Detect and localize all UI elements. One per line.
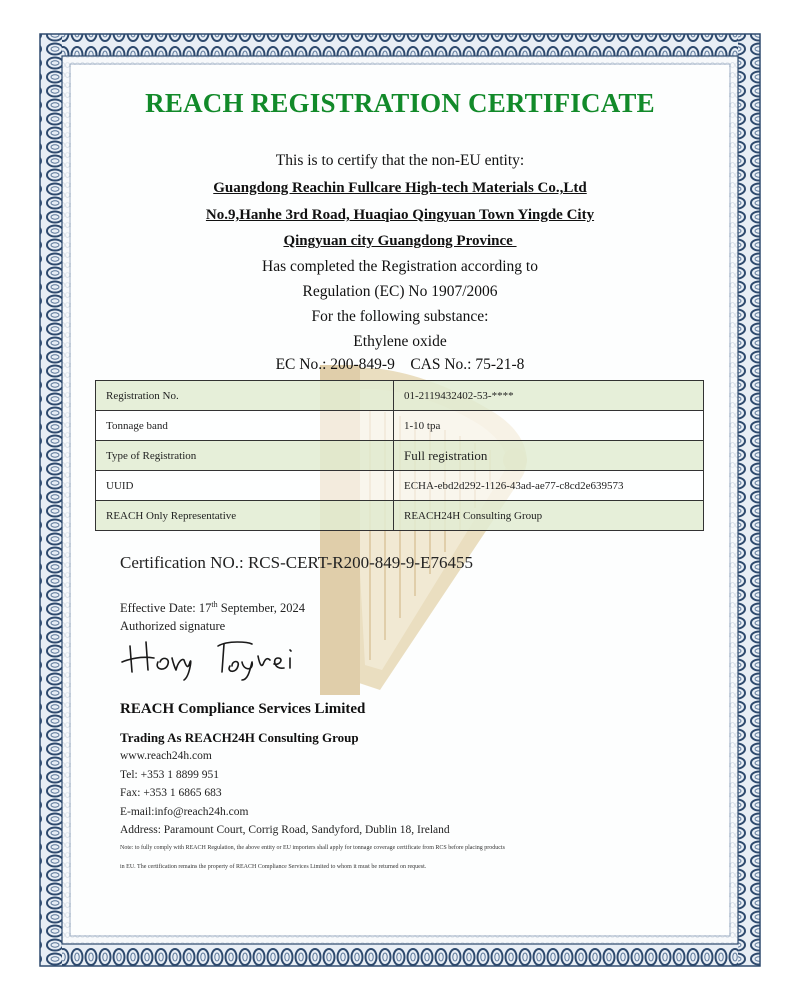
certification-number: Certification NO.: RCS-CERT-R200-849-9-E76455: [120, 553, 473, 572]
certificate-title: REACH REGISTRATION CERTIFICATE: [145, 88, 655, 118]
entity-address-line1: No.9,Hanhe 3rd Road, Huaqiao Qingyuan Town Yingde City: [205, 207, 595, 223]
table-label: Type of Registration: [96, 441, 394, 471]
issuer-email: E-mail:info@reach24h.com: [120, 806, 249, 818]
issuer-address: Address: Paramount Court, Corrig Road, Sandyford, Dublin 18, Ireland: [120, 824, 450, 836]
table-value: Full registration: [394, 441, 704, 471]
substance-ids: EC No.: 200-849-9 CAS No.: 75-21-8: [275, 356, 525, 373]
statement-line2: Regulation (EC) No 1907/2006: [302, 283, 498, 300]
table-value: REACH24H Consulting Group: [394, 501, 704, 531]
issuer-company: REACH Compliance Services Limited: [120, 701, 366, 717]
table-row: [96, 501, 704, 531]
table-value: 1-10 tpa: [394, 411, 704, 441]
entity-address-line2: Qingyuan city Guangdong Province: [283, 233, 517, 249]
table-row: [96, 411, 704, 441]
table-row: [96, 471, 704, 501]
table-row: [96, 381, 704, 411]
table-value: 01-2119432402-53-****: [394, 381, 704, 411]
table-label: REACH Only Representative: [96, 501, 394, 531]
statement-line1: Has completed the Registration according to: [262, 258, 538, 275]
table-label: Tonnage band: [96, 411, 394, 441]
substance-name: Ethylene oxide: [353, 333, 447, 350]
table-value: ECHA-ebd2d292-1126-43ad-ae77-c8cd2e639573: [394, 471, 704, 501]
legal-note-line1: Note: to fully comply with REACH Regulation, the above entity or EU importers shall apply for tonnage coverage certificate from RCS before placing products: [120, 845, 505, 851]
issuer-website: www.reach24h.com: [120, 750, 212, 762]
table-label: Registration No.: [96, 381, 394, 411]
effective-date: Effective Date: 17th September, 2024: [120, 600, 305, 616]
issuer-trading-name: Trading As REACH24H Consulting Group: [120, 730, 359, 745]
table-row: [96, 441, 704, 471]
table-label: UUID: [96, 471, 394, 501]
entity-name: Guangdong Reachin Fullcare High-tech Materials Co.,Ltd: [213, 180, 587, 196]
issuer-tel: Tel: +353 1 8899 951: [120, 769, 219, 781]
authorized-signature-label: Authorized signature: [120, 619, 226, 633]
statement-line3: For the following substance:: [311, 308, 489, 325]
issuer-fax: Fax: +353 1 6865 683: [120, 787, 222, 799]
handwritten-signature-icon: [118, 636, 318, 682]
legal-note-line2: in EU. The certification remains the property of REACH Compliance Services Limited to whom it must be returned on request.: [120, 864, 427, 870]
intro-text: This is to certify that the non-EU entity:: [275, 152, 525, 169]
registration-table: [95, 380, 704, 531]
